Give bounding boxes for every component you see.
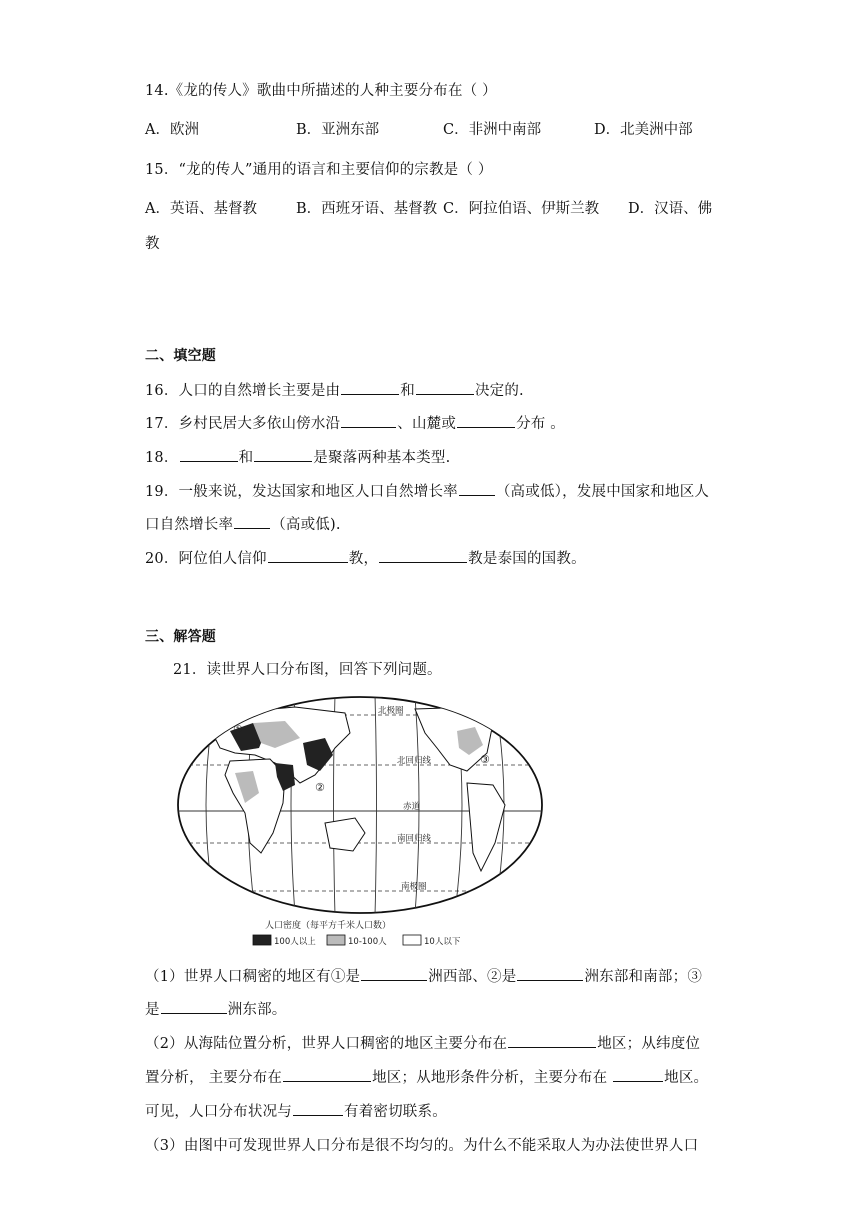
- q21-p1-blank-1[interactable]: [361, 966, 427, 981]
- q17-text-c: 分布 。: [516, 416, 565, 432]
- section-title-fill-in: 二、填空题: [145, 348, 216, 364]
- q14-option-b: B．亚洲东部: [296, 122, 380, 138]
- q19-text-a: 19．一般来说，发达国家和地区人口自然增长率: [145, 484, 458, 500]
- q21-p1-text-b: 洲西部、②是: [428, 969, 517, 985]
- q21-p1-line-1: [145, 965, 702, 986]
- q21-p2-line-3: [145, 1100, 447, 1121]
- q17-text-b: 、山麓或: [397, 416, 457, 432]
- q21-p2-text-a: （2）从海陆位置分析，世界人口稠密的地区主要分布在: [145, 1036, 508, 1052]
- map-marker-2: ②: [315, 781, 325, 794]
- q19-blank-2[interactable]: [234, 514, 270, 529]
- q18-text-b: 和: [238, 450, 254, 466]
- q20-text-b: 教，: [348, 551, 379, 567]
- q14-option-c: C．非洲中南部: [443, 122, 542, 138]
- legend-swatch-medium: [327, 935, 345, 945]
- q21-p2-text-d: 地区；从地形条件分析，主要分布在: [372, 1070, 613, 1086]
- legend-label-medium: 10-100人: [348, 937, 387, 947]
- q15-option-d-wrap: 教: [145, 236, 160, 252]
- map-marker-3: ③: [480, 753, 490, 766]
- q20-text-a: 20．阿位伯人信仰: [145, 551, 267, 567]
- q16: [145, 379, 524, 400]
- legend-swatch-high: [253, 935, 271, 945]
- q18-text-c: 是聚落两种基本类型.: [313, 450, 451, 466]
- q21-p1-text-c: 洲东部和南部；③: [584, 969, 703, 985]
- q20-text-c: 教是泰国的国教。: [468, 551, 586, 567]
- q21-p2-blank-3[interactable]: [613, 1067, 663, 1082]
- q21-p1-text-d: 是: [145, 1002, 160, 1018]
- q14-option-d: D．北美洲中部: [594, 122, 693, 138]
- q19-text-b: （高或低），发展中国家和地区人: [495, 484, 710, 500]
- q16-text-c: 决定的.: [474, 383, 524, 399]
- label-tropic-of-cancer: 北回归线: [397, 756, 432, 766]
- q21-p2-text-g: 有着密切联系。: [344, 1104, 447, 1120]
- q17-blank-2[interactable]: [457, 413, 515, 428]
- q21-p2-text-f: 可见，人口分布状况与: [145, 1104, 292, 1120]
- section-title-answer: 三、解答题: [145, 629, 216, 645]
- q15-option-c: C．阿拉伯语、伊斯兰教: [443, 201, 600, 217]
- q20-blank-2[interactable]: [379, 548, 467, 563]
- q21-p1-text-e: 洲东部。: [227, 1002, 287, 1018]
- q21-p1-text-a: （1）世界人口稠密的地区有①是: [145, 969, 361, 985]
- world-population-map: [175, 693, 545, 951]
- q17-text-a: 17．乡村民居大多依山傍水沿: [145, 416, 341, 432]
- label-antarctic-circle: 南极圈: [401, 882, 427, 892]
- q21-p1-blank-3[interactable]: [161, 999, 227, 1014]
- q20-blank-1[interactable]: [268, 548, 348, 563]
- q21-p1-blank-2[interactable]: [517, 966, 583, 981]
- legend-label-high: 100人以上: [274, 937, 316, 947]
- q21-p2-blank-1[interactable]: [508, 1033, 596, 1048]
- q16-blank-1[interactable]: [341, 380, 399, 395]
- q15-option-a: A．英语、基督教: [145, 201, 257, 217]
- q21-p2-blank-2[interactable]: [283, 1067, 371, 1082]
- q18: [145, 446, 450, 467]
- q17-blank-1[interactable]: [341, 413, 396, 428]
- q20: [145, 547, 586, 568]
- q21-p3: （3）由图中可发现世界人口分布是很不均匀的。为什么不能采取人为办法使世界人口: [145, 1138, 699, 1154]
- q18-blank-1[interactable]: [180, 447, 238, 462]
- legend-swatch-low: [403, 935, 421, 945]
- label-arctic-circle: 北极圈: [378, 706, 404, 716]
- q16-text-b: 和: [400, 383, 415, 399]
- q19-line-2: [145, 513, 341, 534]
- q19-blank-1[interactable]: [459, 481, 495, 496]
- q21-p1-line-2: [145, 998, 287, 1019]
- q19-text-d: （高或低).: [271, 517, 341, 533]
- map-marker-1: ①: [233, 723, 243, 736]
- q21-p2-blank-4[interactable]: [293, 1101, 343, 1116]
- q16-blank-2[interactable]: [416, 380, 474, 395]
- legend-title: 人口密度（每平方千米人口数）: [265, 921, 392, 931]
- q17: [145, 412, 565, 433]
- q21-p2-text-e: 地区。: [664, 1070, 709, 1086]
- q21-stem: 21．读世界人口分布图，回答下列问题。: [173, 662, 442, 678]
- q18-text-a: 18．: [145, 450, 179, 466]
- q16-text-a: 16．人口的自然增长主要是由: [145, 383, 341, 399]
- q15-option-d: D．汉语、佛: [628, 201, 713, 217]
- q18-blank-2[interactable]: [254, 447, 312, 462]
- q21-p2-line-1: [145, 1032, 700, 1053]
- q21-p2-text-b: 地区；从纬度位: [597, 1036, 701, 1052]
- q15-option-b: B．西班牙语、基督教: [296, 201, 438, 217]
- label-tropic-of-capricorn: 南回归线: [397, 834, 432, 844]
- q19-text-c: 口自然增长率: [145, 517, 234, 533]
- label-equator: 赤道: [403, 802, 421, 812]
- q14-stem: 14.《龙的传人》歌曲中所描述的人种主要分布在（ ）: [145, 83, 497, 99]
- legend-label-low: 10人以下: [424, 937, 461, 947]
- q21-p2-line-2: [145, 1066, 708, 1087]
- q19-line-1: [145, 480, 709, 501]
- q14-option-a: A．欧洲: [145, 122, 199, 138]
- q15-stem: 15．“龙的传人”通用的语言和主要信仰的宗教是（ ）: [145, 162, 493, 178]
- q21-p2-text-c: 置分析， 主要分布在: [145, 1070, 283, 1086]
